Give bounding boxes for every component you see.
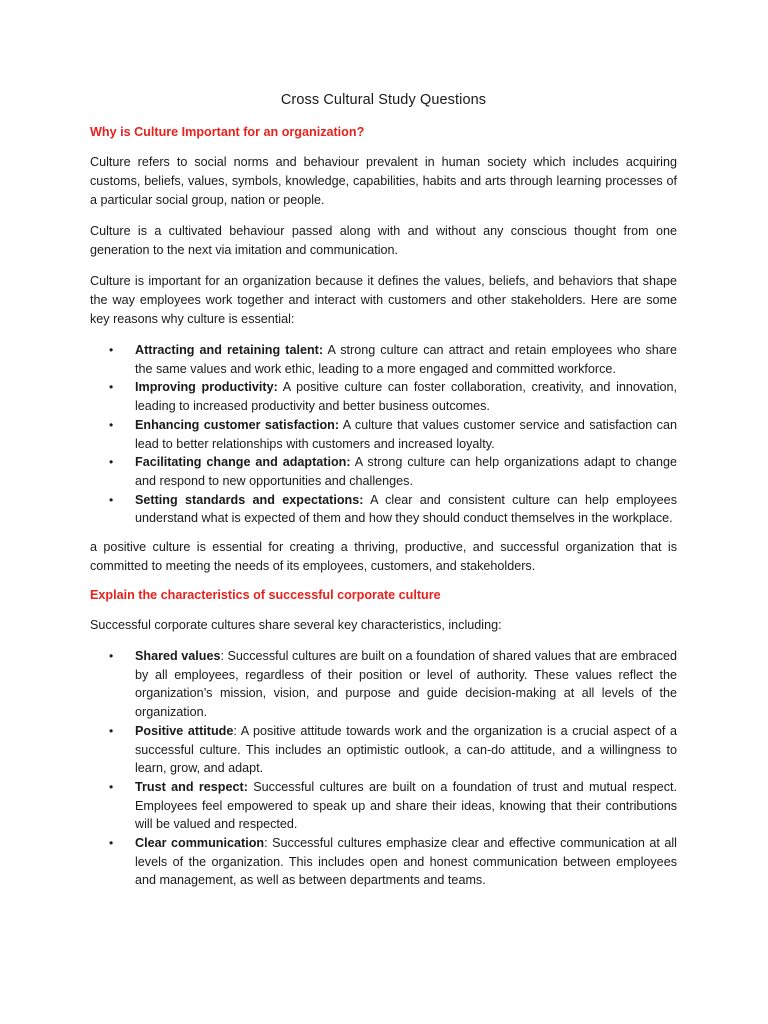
bullet-text: A strong culture can attract and retain employees who share the same values and work ethic, leading to a more engaged and committed workforce. <box>135 343 677 376</box>
bullet-icon: • <box>109 779 114 794</box>
list-item <box>90 378 677 415</box>
bullet-term: Positive attitude <box>135 723 234 738</box>
bullet-text: A positive culture can foster collaboration, creativity, and innovation, leading to increased productivity and better business outcomes. <box>135 380 677 414</box>
bullet-list-culture-reasons <box>90 341 677 528</box>
bullet-text: A strong culture can help organizations adapt to change and respond to new opportunities and challenges. <box>135 455 677 488</box>
bullet-icon: • <box>109 836 114 851</box>
section-heading-successful-culture: Explain the characteristics of successful corporate culture <box>90 588 441 603</box>
paragraph-culture-definition: Culture refers to social norms and behaviour prevalent in human society which includes acquiring customs, beliefs, values, symbols, knowledge, capabilities, habits and arts through learning processes of a particular social group, nation or people. <box>90 155 677 207</box>
list-item <box>90 834 677 890</box>
list-item <box>90 341 677 378</box>
document-title: Cross Cultural Study Questions <box>280 92 487 108</box>
paragraph-culture-importance: Culture is important for an organization because it defines the values, beliefs, and behaviors that shape the way employees work together and interact with customers and other stakeholders. Here are some key reasons why culture is essential: <box>90 274 677 326</box>
bullet-icon: • <box>109 417 114 432</box>
bullet-icon: • <box>109 492 114 507</box>
paragraph-successful-intro: Successful corporate cultures share several key characteristics, including: <box>90 618 502 633</box>
bullet-text: : Successful cultures are built on a foundation of shared values that are embraced by all employees, regardless of their position or level of authority. These values reflect the organization’s mission, vision, and purpose and guide decision-making at all levels of the organization. <box>135 649 677 720</box>
list-item <box>90 416 677 453</box>
paragraph-culture-cultivated: Culture is a cultivated behaviour passed along with and without any conscious thought from one generation to the next via imitation and communication. <box>90 224 677 257</box>
section-heading-culture-importance: Why is Culture Important for an organization? <box>90 125 365 139</box>
bullet-term: Setting standards and expectations: <box>135 492 364 507</box>
list-item <box>90 491 677 528</box>
paragraph-culture-closing: a positive culture is essential for creating a thriving, productive, and successful organization that is committed to meeting the needs of its employees, customers, and stakeholders. <box>90 540 677 574</box>
bullet-term: Facilitating change and adaptation: <box>135 455 351 470</box>
bullet-text: A clear and consistent culture can help employees understand what is expected of them and how they should conduct themselves in the workplace. <box>135 492 677 526</box>
bullet-term: Attracting and retaining talent: <box>135 343 324 357</box>
list-item <box>90 647 677 722</box>
bullet-icon: • <box>109 723 114 738</box>
list-item <box>90 453 677 490</box>
bullet-term: Enhancing customer satisfaction: <box>135 417 340 432</box>
bullet-text: : A positive attitude towards work and the organization is a crucial aspect of a successful culture. This includes an optimistic outlook, a can-do attitude, and a willingness to learn, grow, and adapt. <box>135 723 677 776</box>
bullet-icon: • <box>109 380 114 395</box>
bullet-text: A culture that values customer service and satisfaction can lead to better relationships with customers and increased loyalty. <box>135 417 677 451</box>
bullet-text: Successful cultures are built on a foundation of trust and mutual respect. Employees feel empowered to speak up and share their ideas, knowing that their contributions will be valued and respected. <box>135 779 677 832</box>
bullet-icon: • <box>109 455 114 470</box>
bullet-icon: • <box>109 649 114 664</box>
bullet-term: Clear communication <box>135 836 265 851</box>
bullet-term: Trust and respect: <box>135 779 248 794</box>
bullet-icon: • <box>109 343 114 357</box>
bullet-list-characteristics <box>90 647 677 890</box>
list-item <box>90 778 677 834</box>
bullet-text: : Successful cultures emphasize clear and effective communication at all levels of the organization. This includes open and honest communication between employees and management, as well as between departments and teams. <box>135 836 677 888</box>
bullet-term: Improving productivity: <box>135 380 278 395</box>
list-item <box>90 722 677 778</box>
bullet-term: Shared values <box>135 649 221 664</box>
